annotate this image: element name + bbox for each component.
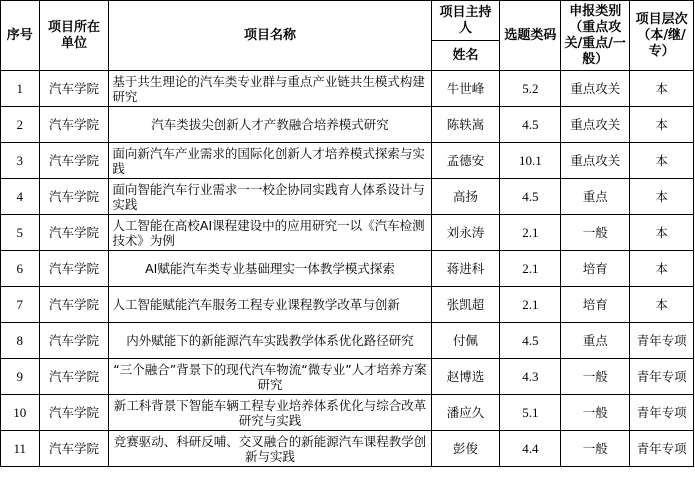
- header-host: 项目主持人: [431, 1, 500, 41]
- row-level: 本: [630, 179, 694, 215]
- row-seq: 2: [1, 107, 40, 143]
- row-host: 孟德安: [431, 143, 500, 179]
- table-row: [1, 395, 694, 431]
- row-code: 10.1: [500, 143, 561, 179]
- row-level: 本: [630, 107, 694, 143]
- row-unit: 汽车学院: [39, 215, 109, 251]
- table-row: [1, 323, 694, 359]
- row-code: 5.2: [500, 71, 561, 107]
- row-category: 培育: [561, 251, 630, 287]
- row-host: 陈轶嵩: [431, 107, 500, 143]
- row-unit: 汽车学院: [39, 323, 109, 359]
- row-seq: 6: [1, 251, 40, 287]
- table-row: [1, 251, 694, 287]
- row-code: 2.1: [500, 215, 561, 251]
- table-row: [1, 215, 694, 251]
- table-row: [1, 179, 694, 215]
- table-row: [1, 359, 694, 395]
- row-category: 重点攻关: [561, 71, 630, 107]
- row-host: 蒋进科: [431, 251, 500, 287]
- row-project-name: 内外赋能下的新能源汽车实践教学体系优化路径研究: [109, 323, 431, 359]
- row-category: 重点: [561, 179, 630, 215]
- row-code: 4.5: [500, 179, 561, 215]
- table-body: [1, 71, 694, 467]
- row-unit: 汽车学院: [39, 251, 109, 287]
- row-level: 青年专项: [630, 323, 694, 359]
- row-unit: 汽车学院: [39, 71, 109, 107]
- row-unit: 汽车学院: [39, 395, 109, 431]
- row-host: 付佩: [431, 323, 500, 359]
- row-code: 4.4: [500, 431, 561, 467]
- row-seq: 8: [1, 323, 40, 359]
- row-project-name: AI赋能汽车类专业基础理实一体教学模式探索: [109, 251, 431, 287]
- row-code: 5.1: [500, 395, 561, 431]
- row-unit: 汽车学院: [39, 143, 109, 179]
- row-seq: 4: [1, 179, 40, 215]
- row-code: 4.5: [500, 323, 561, 359]
- row-host: 刘永涛: [431, 215, 500, 251]
- row-unit: 汽车学院: [39, 359, 109, 395]
- row-project-name: 新工科背景下智能车辆工程专业培养体系优化与综合改革研究与实践: [109, 395, 431, 431]
- header-unit: 项目所在单位: [39, 1, 109, 71]
- table-row: [1, 107, 694, 143]
- row-unit: 汽车学院: [39, 107, 109, 143]
- table-row: [1, 71, 694, 107]
- row-project-name: 面向新汽车产业需求的国际化创新人才培养模式探索与实践: [109, 143, 431, 179]
- row-host: 高扬: [431, 179, 500, 215]
- row-category: 一般: [561, 215, 630, 251]
- row-project-name: 人工智能赋能汽车服务工程专业课程教学改革与创新: [109, 287, 431, 323]
- header-name: 项目名称: [109, 1, 431, 71]
- row-category: 一般: [561, 359, 630, 395]
- row-level: 本: [630, 143, 694, 179]
- row-code: 4.5: [500, 107, 561, 143]
- table-row: [1, 143, 694, 179]
- row-category: 一般: [561, 431, 630, 467]
- header-category: 申报类别（重点攻关/重点/一般）: [561, 1, 630, 71]
- row-seq: 11: [1, 431, 40, 467]
- row-seq: 9: [1, 359, 40, 395]
- row-category: 重点攻关: [561, 107, 630, 143]
- row-project-name: 人工智能在高校AI课程建设中的应用研究一以《汽车检测技术》为例: [109, 215, 431, 251]
- row-code: 4.3: [500, 359, 561, 395]
- row-seq: 7: [1, 287, 40, 323]
- row-level: 青年专项: [630, 359, 694, 395]
- row-seq: 3: [1, 143, 40, 179]
- row-unit: 汽车学院: [39, 431, 109, 467]
- row-unit: 汽车学院: [39, 179, 109, 215]
- table-header: [1, 1, 694, 71]
- row-project-name: 竞赛驱动、科研反哺、交叉融合的新能源汽车课程教学创新与实践: [109, 431, 431, 467]
- row-host: 潘应久: [431, 395, 500, 431]
- row-project-name: “三个融合”背景下的现代汽车物流“微专业”人才培养方案研究: [109, 359, 431, 395]
- row-host: 牛世峰: [431, 71, 500, 107]
- row-project-name: 汽车类拔尖创新人才产教融合培养模式研究: [109, 107, 431, 143]
- table-row: [1, 287, 694, 323]
- row-seq: 10: [1, 395, 40, 431]
- row-level: 本: [630, 251, 694, 287]
- row-code: 2.1: [500, 287, 561, 323]
- row-project-name: 面向智能汽车行业需求一一校企协同实践育人体系设计与实践: [109, 179, 431, 215]
- row-host: 彭俊: [431, 431, 500, 467]
- row-project-name: 基于共生理论的汽车类专业群与重点产业链共生模式构建研究: [109, 71, 431, 107]
- row-level: 本: [630, 287, 694, 323]
- header-code: 选题类码: [500, 1, 561, 71]
- row-host: 赵博选: [431, 359, 500, 395]
- row-level: 青年专项: [630, 431, 694, 467]
- row-unit: 汽车学院: [39, 287, 109, 323]
- row-level: 本: [630, 215, 694, 251]
- row-level: 本: [630, 71, 694, 107]
- row-category: 培育: [561, 287, 630, 323]
- header-level: 项目层次（本/继/专）: [630, 1, 694, 71]
- row-level: 青年专项: [630, 395, 694, 431]
- row-category: 重点: [561, 323, 630, 359]
- header-host-name: 姓名: [431, 41, 500, 71]
- header-seq: 序号: [1, 1, 40, 71]
- table-row: [1, 431, 694, 467]
- row-category: 一般: [561, 395, 630, 431]
- row-seq: 5: [1, 215, 40, 251]
- row-category: 重点攻关: [561, 143, 630, 179]
- row-seq: 1: [1, 71, 40, 107]
- row-host: 张凯超: [431, 287, 500, 323]
- row-code: 2.1: [500, 251, 561, 287]
